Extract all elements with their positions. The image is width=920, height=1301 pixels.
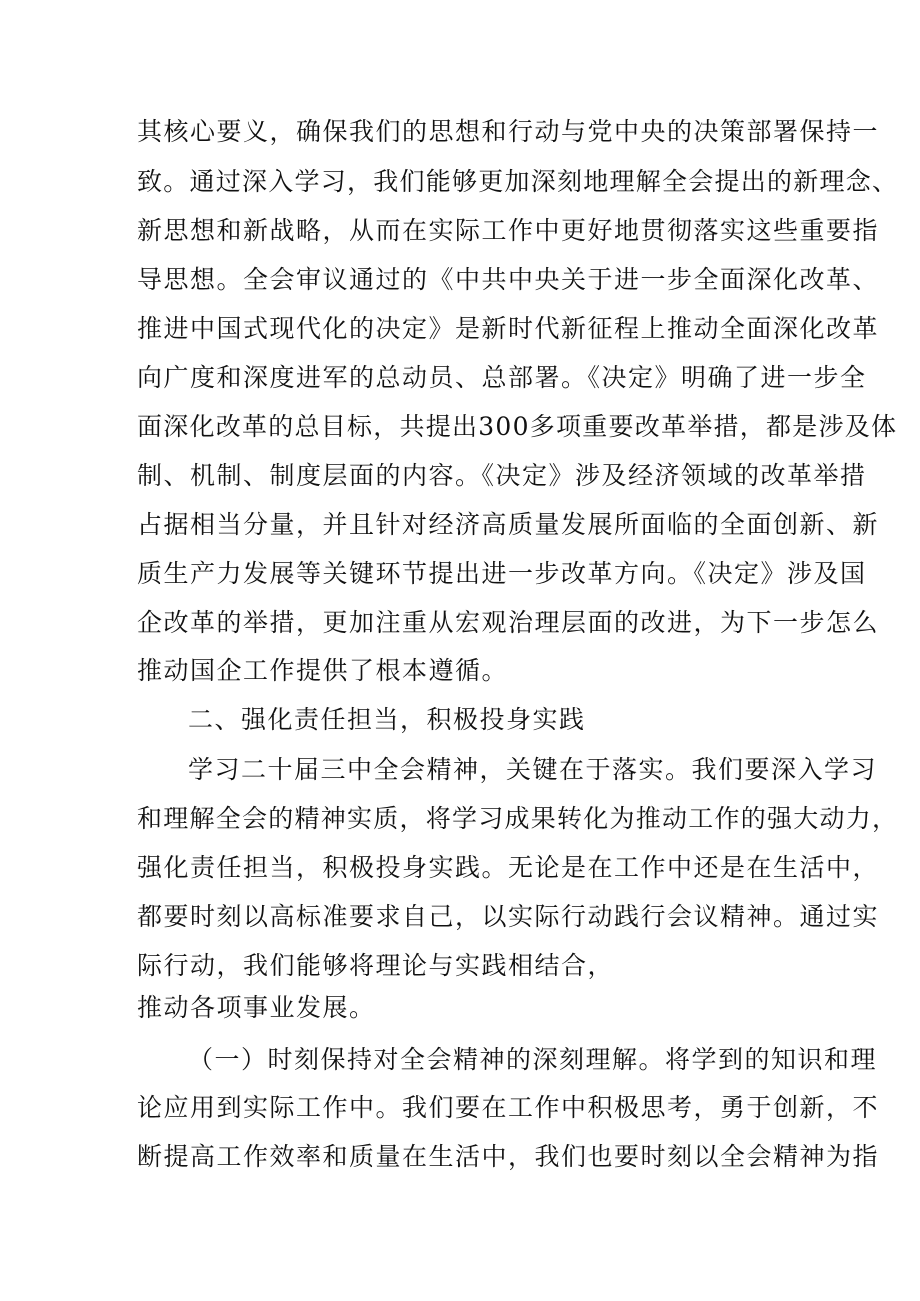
text-line: 导思想。全会审议通过的《中共中央关于进一步全面深化改革、 [137,265,880,294]
text-line: 都要时刻以高标准要求自己，以实际行动践行会议精神。通过实 [137,902,880,931]
text-line: 面深化改革的总目标，共提出300多项重要改革举措，都是涉及体 [137,412,898,441]
text-line: 和理解全会的精神实质，将学习成果转化为推动工作的强大动力， [137,804,899,833]
text-line: 占据相当分量，并且针对经济高质量发展所面临的全面创新、新 [137,510,880,539]
section-heading: 二、强化责任担当，积极投身实践 [188,705,586,734]
text-line: 其核心要义，确保我们的思想和行动与党中央的决策部署保持一 [137,117,880,146]
text-line: 强化责任担当，积极投身实践。无论是在工作中还是在生活中， [137,853,880,882]
text-line: 学习二十届三中全会精神，关键在于落实。我们要深入学习 [188,755,878,784]
text-line: 致。通过深入学习，我们能够更加深刻地理解全会提出的新理念、 [137,167,899,196]
text-line: 新思想和新战略，从而在实际工作中更好地贯彻落实这些重要指 [137,216,880,245]
text-line: 制、机制、制度层面的内容。《决定》涉及经济领域的改革举措 [137,461,867,490]
text-line: 企改革的举措，更加注重从宏观治理层面的改进，为下一步怎么 [137,608,880,637]
text-line: 向广度和深度进军的总动员、总部署。《决定》明确了进一步全 [137,363,867,392]
text-line: 推动国企工作提供了根本遵循。 [137,656,509,685]
text-line: 推进中国式现代化的决定》是新时代新征程上推动全面深化改革 [137,314,880,343]
text-line: 际行动，我们能够将理论与实践相结合， [137,951,615,980]
subsection-heading: （一）时刻保持对全会精神的深刻理解。将学到的知识和理 [188,1045,878,1074]
text-line: 断提高工作效率和质量在生活中，我们也要时刻以全会精神为指 [137,1142,880,1171]
text-line: 质生产力发展等关键环节提出进一步改革方向。《决定》涉及国 [137,559,867,588]
text-line: 推动各项事业发展。 [137,993,376,1022]
text-line: 论应用到实际工作中。我们要在工作中积极思考，勇于创新，不 [137,1093,880,1122]
